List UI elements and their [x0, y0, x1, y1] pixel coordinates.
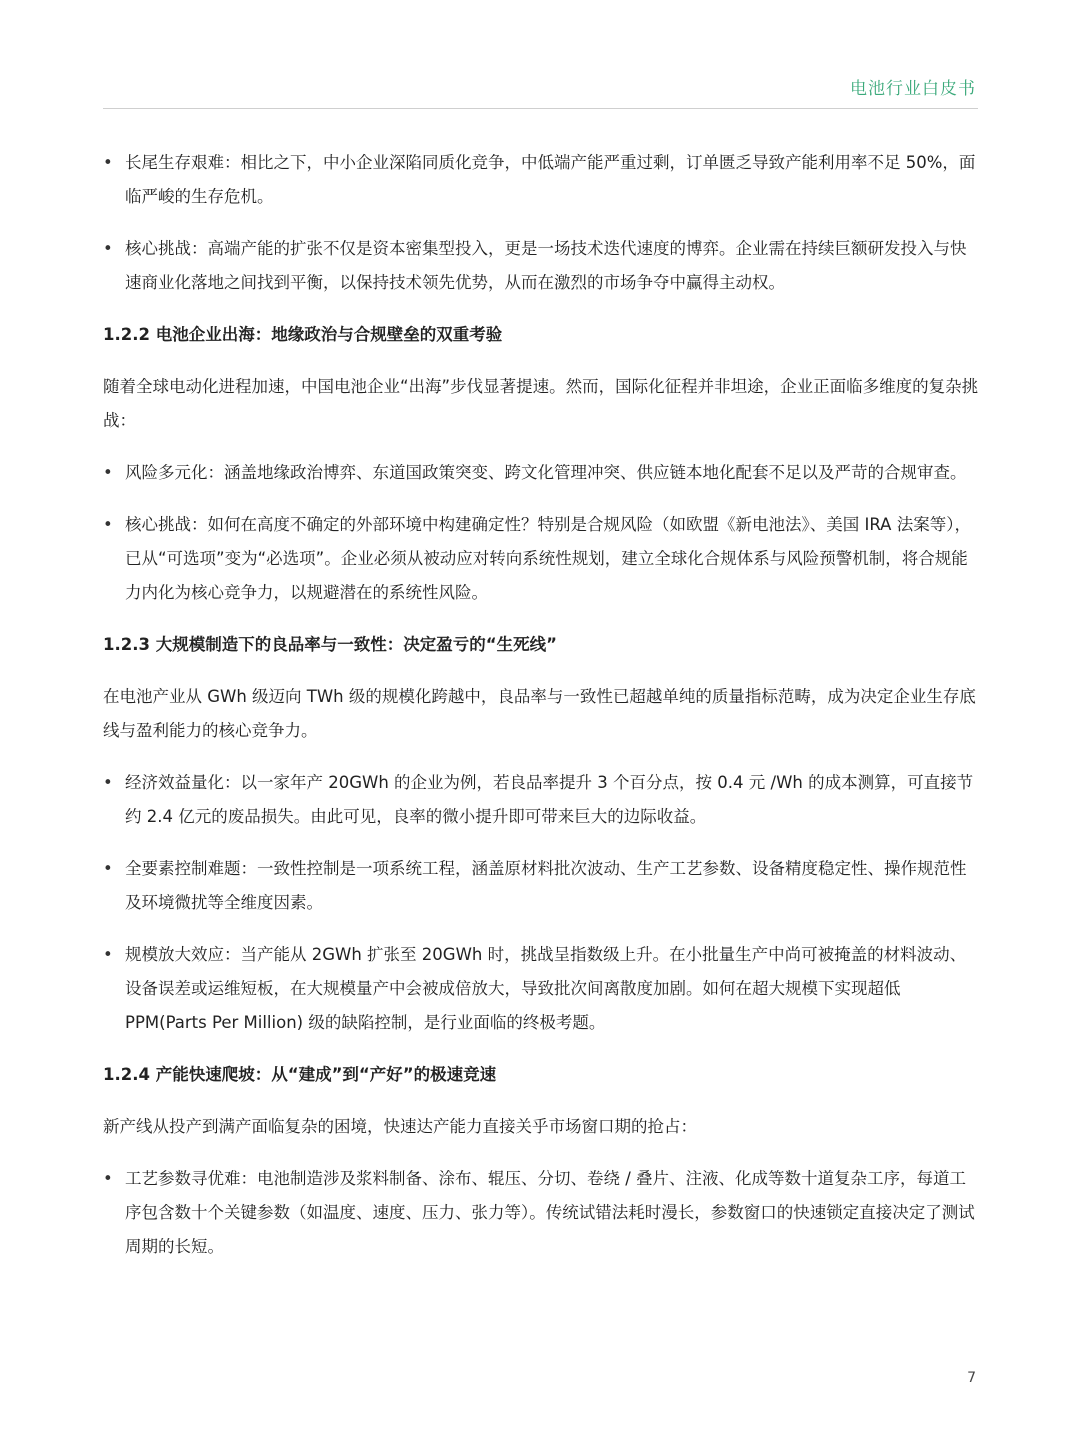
paragraph: 在电池产业从 GWh 级迈向 TWh 级的规模化跨越中，良品率与一致性已超越单纯的质量指标范畴，成为决定企业生存底线与盈利能力的核心竞争力。 — [103, 687, 976, 740]
bullet-item: • 经济效益量化：以一家年产 20GWh 的企业为例，若良品率提升 3 个百分点，按 0.4 元 /Wh 的成本测算，可直接节约 2.4 亿元的废品损失。由此可见，良率的微小提升即可带来巨大的边际收益。 — [103, 766, 979, 834]
bullet-item: • 工艺参数寻优难：电池制造涉及浆料制备、涂布、辊压、分切、卷绕 / 叠片、注液、化成等数十道复杂工序，每道工序包含数十个关键参数（如温度、速度、压力、张力等）。传统试错法耗时漫长，参数窗口的快速锁定直接决定了测试周期的长短。 — [103, 1162, 979, 1264]
header-title: 电池行业白皮书 — [850, 79, 976, 99]
header-divider — [103, 108, 978, 109]
document-body — [103, 146, 979, 1264]
section-heading: 1.2.3 大规模制造下的良品率与一致性：决定盈亏的“生死线” — [103, 635, 557, 654]
page-number: 7 — [967, 1370, 976, 1386]
bullet-item: • 核心挑战：如何在高度不确定的外部环境中构建确定性？特别是合规风险（如欧盟《新电池法》、美国 IRA 法案等），已从“可选项”变为“必选项”。企业必须从被动应对转向系统性规划，建立全球化合规体系与风险预警机制，将合规能力内化为核心竞争力，以规避潜在的系统性风险。 — [103, 508, 979, 610]
bullet-item: • 核心挑战：高端产能的扩张不仅是资本密集型投入，更是一场技术迭代速度的博弈。企业需在持续巨额研发投入与快速商业化落地之间找到平衡，以保持技术领先优势，从而在激烈的市场争夺中赢得主动权。 — [103, 232, 979, 300]
bullet-item: • 规模放大效应：当产能从 2GWh 扩张至 20GWh 时，挑战呈指数级上升。在小批量生产中尚可被掩盖的材料波动、设备误差或运维短板，在大规模量产中会被成倍放大，导致批次间离散度加剧。如何在超大规模下实现超低 PPM(Parts Per Million) 级的缺陷控制，是行业面临的终极考题。 — [103, 938, 979, 1040]
bullet-item: • 全要素控制难题：一致性控制是一项系统工程，涵盖原材料批次波动、生产工艺参数、设备精度稳定性、操作规范性及环境微扰等全维度因素。 — [103, 852, 979, 920]
paragraph: 随着全球电动化进程加速，中国电池企业“出海”步伐显著提速。然而，国际化征程并非坦途，企业正面临多维度的复杂挑战： — [103, 377, 979, 430]
bullet-item: • 长尾生存艰难：相比之下，中小企业深陷同质化竞争，中低端产能严重过剩，订单匮乏导致产能利用率不足 50%，面临严峻的生存危机。 — [103, 146, 979, 214]
section-heading: 1.2.4 产能快速爬坡：从“建成”到“产好”的极速竞速 — [103, 1065, 497, 1084]
bullet-item: • 风险多元化：涵盖地缘政治博弈、东道国政策突变、跨文化管理冲突、供应链本地化配套不足以及严苛的合规审查。 — [103, 456, 979, 490]
paragraph: 新产线从投产到满产面临复杂的困境，快速达产能力直接关乎市场窗口期的抢占： — [103, 1117, 697, 1136]
section-heading: 1.2.2 电池企业出海：地缘政治与合规壁垒的双重考验 — [103, 325, 503, 344]
